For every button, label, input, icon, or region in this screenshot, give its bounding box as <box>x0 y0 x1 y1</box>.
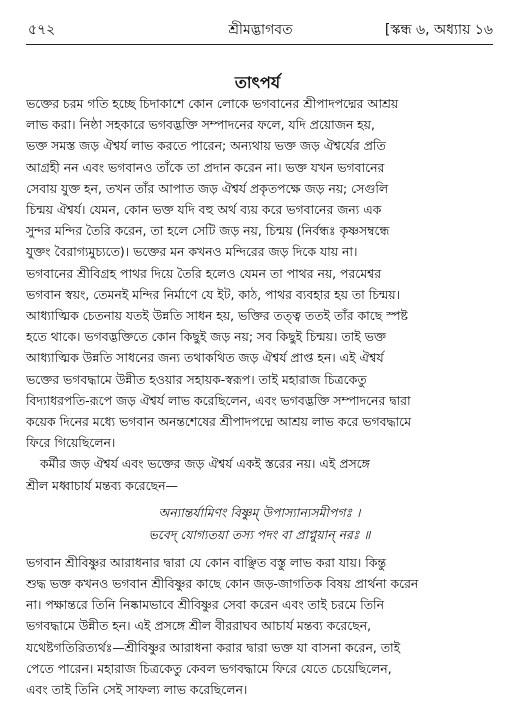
text-line: শুদ্ধ ভক্ত কখনও ভগবান শ্রীবিষ্ণুর কাছে কোন জড়-জাগতিক বিষয় প্রার্থনা করেন <box>26 576 419 592</box>
text-line: আধ্যাত্মিক চেতনায় যতই উন্নতি সাধন হয়, ভক্তির তত্ত্ব ততই তাঁর কাছে স্পষ্ট <box>26 308 408 324</box>
body-text <box>26 93 493 700</box>
section-heading: তাৎপর্য <box>234 73 281 92</box>
verse-line: ভবেদ্ যোগ্যতয়া তস্য পদং বা প্রাপ্নুয়ান্ নরঃ ॥ <box>148 526 371 542</box>
text-line: আগ্রহী নন এবং ভগবানও তাঁকে তা প্রদান করেন না। ভক্ত যখন ভগবানের <box>26 159 385 175</box>
section-reference: [স্কন্ধ ৬, অধ্যায় ১৬ <box>384 22 493 38</box>
paragraph-3 <box>26 552 493 700</box>
text-line: যুক্তং বৈরাগ্যমুচ্যতে)। ভক্তের মন কখনও মন্দিরের জড় দিকে যায় না। <box>26 244 358 260</box>
text-line: যথেষ্টগতিরিত্যর্থঃ—শ্রীবিষ্ণুর আরাধনা করার দ্বারা ভক্ত যা বাসনা করেন, তাই <box>26 639 401 655</box>
header-rule <box>26 44 493 45</box>
text-line: হতে থাকে। ভগবদ্ভক্তিতে কোন কিছুই জড় নয়; সব কিছুই চিন্ময়। তাই ভক্ত <box>26 329 386 345</box>
text-line: ভক্তের চরম গতি হচ্ছে চিদাকাশে কোন লোকে ভগবানের শ্রীপাদপদ্মের আশ্রয় <box>26 96 399 111</box>
sanskrit-verse <box>26 502 493 546</box>
text-line: শ্রীল মধ্বাচার্য মন্তব্য করেছেন— <box>26 477 178 493</box>
text-line: চিন্ময় ঐশ্বর্য। যেমন, কোন ভক্ত যদি বহু অর্থ ব্যয় করে ভগবানের জন্য এক <box>26 202 382 218</box>
text-line: এবং তাই তিনি সেই সাফল্য লাভ করেছিলেন। <box>26 682 248 698</box>
text-line: পেতে পারেন। মহারাজ চিত্রকেতু কেবল ভগবদ্ধামে ফিরে যেতে চেয়েছিলেন, <box>26 660 392 676</box>
verse-line: অন্যান্তর্যামিণং বিষ্ণুম্ উপাস্যান্যসমীপগঃ । <box>158 504 361 520</box>
text-line: ভক্তের ভগবদ্ধামে উন্নীত হওয়ার সহায়ক-স্বরূপ। তাই মহারাজ চিত্রকেতু <box>26 371 367 387</box>
text-line: কয়েক দিনের মধ্যে ভগবান অনন্তশেষের শ্রীপাদপদ্মে আশ্রয় লাভ করে ভগবদ্ধামে <box>26 414 412 430</box>
text-line: আধ্যাত্মিক উন্নতি সাধনের জন্য তথাকথিত জড় ঐশ্বর্য প্রাপ্ত হন। এই ঐশ্বর্য <box>26 350 384 366</box>
text-line: ফিরে গিয়েছিলেন। <box>26 435 116 451</box>
text-line: ভগবান শ্রীবিষ্ণুর আরাধনার দ্বারা যে কোন বাঞ্ছিত বস্তু লাভ করা যায়। কিন্তু <box>26 554 386 570</box>
text-line: ভগবান স্বয়ং, তেমনই মন্দির নির্মাণে যে ইট, কাঠ, পাথর ব্যবহার হয় তা চিন্ময়। <box>26 286 401 302</box>
text-line: সেবায় যুক্ত হন, তখন তাঁর আপাত জড় ঐশ্বর্য প্রকৃতপক্ষে জড় নয়; সেগুলি <box>26 180 389 196</box>
page-number: ৫৭২ <box>28 22 56 38</box>
text-line: ভক্ত সমস্ত জড় ঐশ্বর্য লাভ করতে পারেন; অন্যথায় ভক্ত জড় ঐশ্বর্যের প্রতি <box>26 138 386 154</box>
text-line: ভগবদ্ধামে উন্নীত হন। এই প্রসঙ্গে শ্রীল বীররাঘব আচার্য মন্তব্য করেছেন, <box>26 618 372 634</box>
text-line: না। পক্ষান্তরে তিনি নিষ্কামভাবে শ্রীবিষ্ণুর সেবা করেন এবং তাই চরমে তিনি <box>26 597 384 613</box>
paragraph-1 <box>26 93 493 453</box>
running-header <box>28 18 493 40</box>
text-line: ভগবানের শ্রীবিগ্রহ পাথর দিয়ে তৈরি হলেও যেমন তা পাথর নয়, পরমেশ্বর <box>26 265 382 281</box>
text-line: লাভ করা। নিষ্ঠা সহকারে ভগবদ্ভক্তি সম্পাদনের ফলে, যদি প্রয়োজন হয়, <box>26 117 375 133</box>
book-title: শ্রীমদ্ভাগবত <box>228 22 293 38</box>
text-line: বিদ্যাধরপতি-রূপে জড় ঐশ্বর্য লাভ করেছিলেন, এবং ভগবদ্ভক্তি সম্পাদনের দ্বারা <box>26 392 411 408</box>
text-line: কর্মীর জড় ঐশ্বর্য এবং ভক্তের জড় ঐশ্বর্য একই স্তরের নয়। এই প্রসঙ্গে <box>40 456 370 472</box>
paragraph-2 <box>26 453 493 495</box>
text-line: সুন্দর মন্দির তৈরি করেন, তা হলে সেটি জড় নয়, চিন্ময় (নির্বন্ধঃ কৃষ্ণসম্বন্ধে <box>26 223 390 239</box>
